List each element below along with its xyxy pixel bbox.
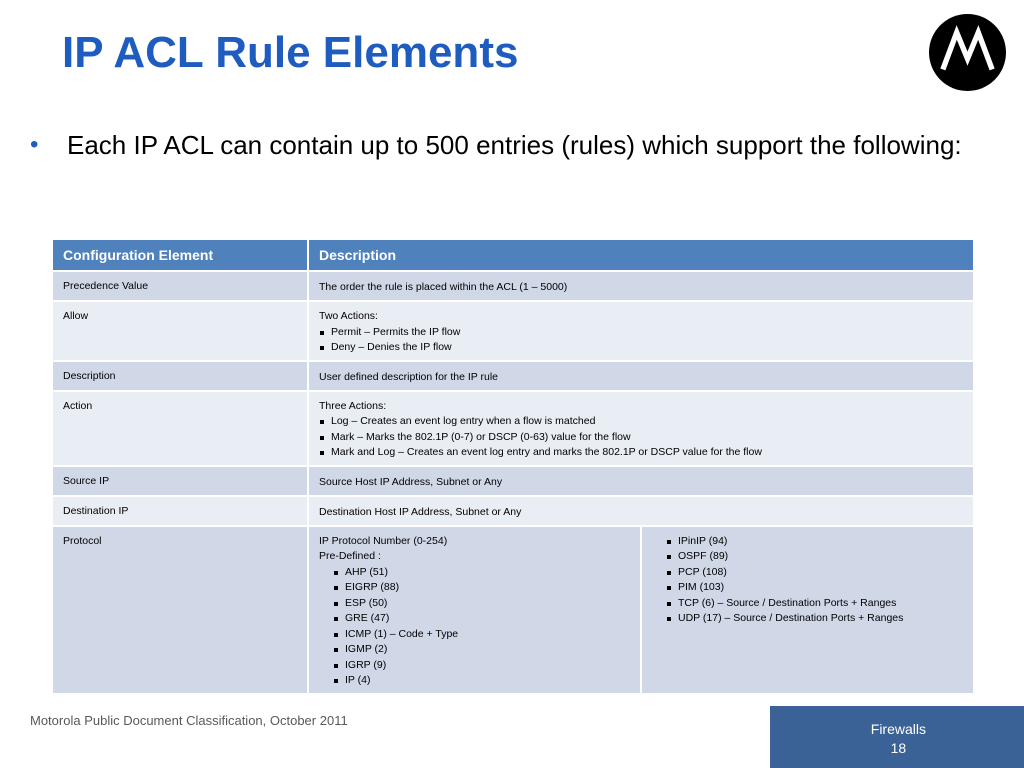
motorola-logo-icon	[929, 14, 1006, 91]
list-item: Deny – Denies the IP flow	[319, 340, 963, 356]
table-row	[52, 271, 974, 301]
footer-classification: Motorola Public Document Classification, October 2011	[30, 713, 348, 728]
list-item: PCP (108)	[666, 565, 963, 581]
protocol-number-text: IP Protocol Number (0-254)	[319, 534, 448, 547]
description-cell	[308, 301, 974, 361]
list-item: TCP (6) – Source / Destination Ports + Ranges	[666, 596, 963, 612]
list-item: AHP (51)	[333, 565, 630, 581]
description-cell: User defined description for the IP rule	[308, 361, 974, 391]
predefined-label: Pre-Defined :	[319, 550, 381, 562]
element-cell: Allow	[52, 301, 308, 361]
protocol-list-left	[319, 565, 630, 689]
description-cell	[308, 526, 641, 694]
element-cell: Precedence Value	[52, 271, 308, 301]
description-cell: Destination Host IP Address, Subnet or Any	[308, 496, 974, 526]
list-item: UDP (17) – Source / Destination Ports + Ranges	[666, 611, 963, 627]
list-item: Mark – Marks the 802.1P (0-7) or DSCP (0-63) value for the flow	[319, 430, 963, 446]
list-item: Permit – Permits the IP flow	[319, 325, 963, 341]
bullet-icon: •	[30, 131, 39, 158]
list-item: Log – Creates an event log entry when a flow is matched	[319, 414, 963, 430]
element-cell: Action	[52, 391, 308, 466]
element-cell: Source IP	[52, 466, 308, 496]
list-item: PIM (103)	[666, 580, 963, 596]
table-row	[52, 301, 974, 361]
list-item: OSPF (89)	[666, 549, 963, 565]
bullet-text: Each IP ACL can contain up to 500 entries (rules) which support the following:	[67, 130, 962, 160]
table-row	[52, 496, 974, 526]
slide-title: IP ACL Rule Elements	[62, 28, 519, 77]
list-item: ESP (50)	[333, 596, 630, 612]
table-row	[52, 526, 974, 694]
bullet-point	[30, 128, 970, 162]
acl-elements-table	[51, 238, 975, 695]
actions-list	[319, 325, 963, 356]
element-cell: Description	[52, 361, 308, 391]
list-item: IP (4)	[333, 673, 630, 689]
section-badge	[770, 706, 1024, 768]
table-row	[52, 391, 974, 466]
element-cell: Protocol	[52, 526, 308, 694]
element-cell: Destination IP	[52, 496, 308, 526]
section-label: Firewalls	[870, 721, 926, 737]
description-cell	[308, 391, 974, 466]
list-item: ICMP (1) – Code + Type	[333, 627, 630, 643]
list-item: Mark and Log – Creates an event log entry and marks the 802.1P or DSCP value for the flow	[319, 445, 963, 461]
list-item: IPinIP (94)	[666, 534, 963, 550]
actions-list	[319, 414, 963, 461]
list-item: IGRP (9)	[333, 658, 630, 674]
list-item: GRE (47)	[333, 611, 630, 627]
table-header-row	[52, 239, 974, 271]
table-row	[52, 361, 974, 391]
table-row	[52, 466, 974, 496]
list-item: IGMP (2)	[333, 642, 630, 658]
description-cell: The order the rule is placed within the ACL (1 – 5000)	[308, 271, 974, 301]
header-configuration-element: Configuration Element	[52, 239, 308, 271]
actions-intro: Two Actions:	[319, 310, 378, 322]
description-cell-continued	[641, 526, 974, 694]
actions-intro: Three Actions:	[319, 399, 387, 412]
protocol-list-right	[652, 534, 963, 627]
list-item: EIGRP (88)	[333, 580, 630, 596]
description-cell: Source Host IP Address, Subnet or Any	[308, 466, 974, 496]
page-number: 18	[890, 740, 907, 756]
header-description: Description	[308, 239, 974, 271]
